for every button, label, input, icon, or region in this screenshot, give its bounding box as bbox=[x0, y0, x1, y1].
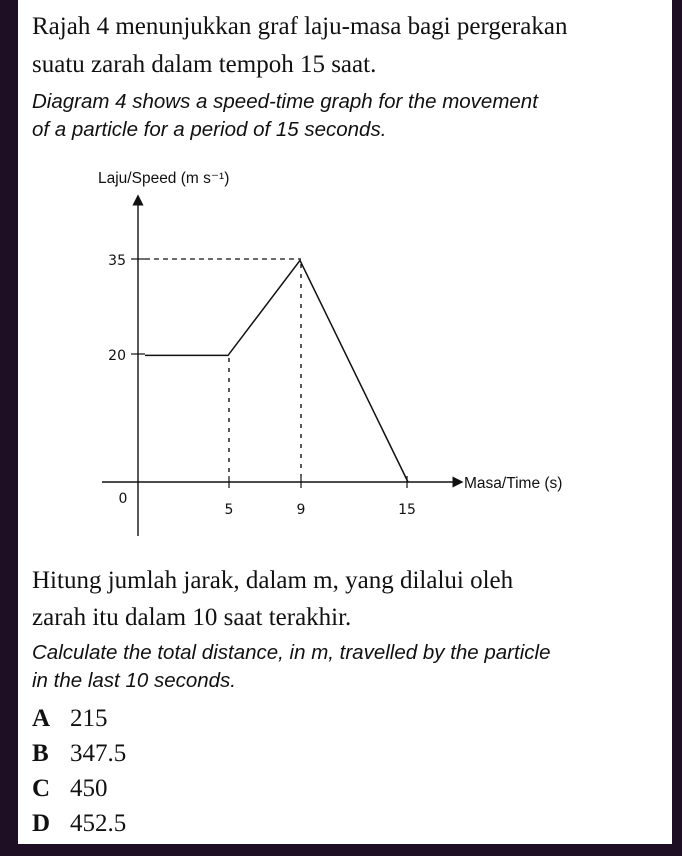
malay-intro-line-2: suatu zarah dalam tempoh 15 saat. bbox=[32, 51, 377, 78]
option-value: 215 bbox=[70, 705, 108, 732]
xlabel: Masa/Time (s) bbox=[464, 475, 563, 492]
question-card bbox=[18, 0, 672, 844]
malay-task-line-1: Hitung jumlah jarak, dalam m, yang dilalui oleh bbox=[32, 567, 514, 594]
option-letter: B bbox=[32, 740, 49, 767]
option-b[interactable] bbox=[32, 740, 126, 768]
english-intro-line-1: Diagram 4 shows a speed-time graph for the movement bbox=[32, 90, 538, 113]
english-task-line-1: Calculate the total distance, in m, travelled by the particle bbox=[32, 641, 551, 664]
english-intro-line-2: of a particle for a period of 15 seconds. bbox=[32, 118, 387, 141]
speed-time-graph bbox=[18, 0, 672, 560]
ylabel: Laju/Speed (m s⁻¹) bbox=[98, 170, 230, 187]
xtick-label-15: 15 bbox=[398, 502, 416, 518]
english-task-line-2: in the last 10 seconds. bbox=[32, 669, 236, 692]
origin-label: 0 bbox=[118, 491, 128, 507]
option-d[interactable] bbox=[32, 810, 126, 838]
xtick-label-5: 5 bbox=[224, 502, 234, 518]
option-letter: C bbox=[32, 775, 51, 802]
option-a[interactable] bbox=[32, 705, 108, 733]
option-value: 347.5 bbox=[70, 740, 127, 767]
option-value: 452.5 bbox=[70, 810, 127, 837]
xtick-label-9: 9 bbox=[296, 502, 306, 518]
malay-intro-line-1: Rajah 4 menunjukkan graf laju-masa bagi pergerakan bbox=[32, 13, 568, 40]
option-letter: A bbox=[32, 705, 51, 732]
speed-line bbox=[145, 260, 408, 482]
option-letter: D bbox=[32, 810, 51, 837]
malay-task-line-2: zarah itu dalam 10 saat terakhir. bbox=[32, 604, 352, 631]
ytick-label-35: 35 bbox=[108, 253, 126, 269]
option-value: 450 bbox=[70, 775, 108, 802]
ytick-label-20: 20 bbox=[108, 348, 126, 364]
option-c[interactable] bbox=[32, 775, 108, 803]
